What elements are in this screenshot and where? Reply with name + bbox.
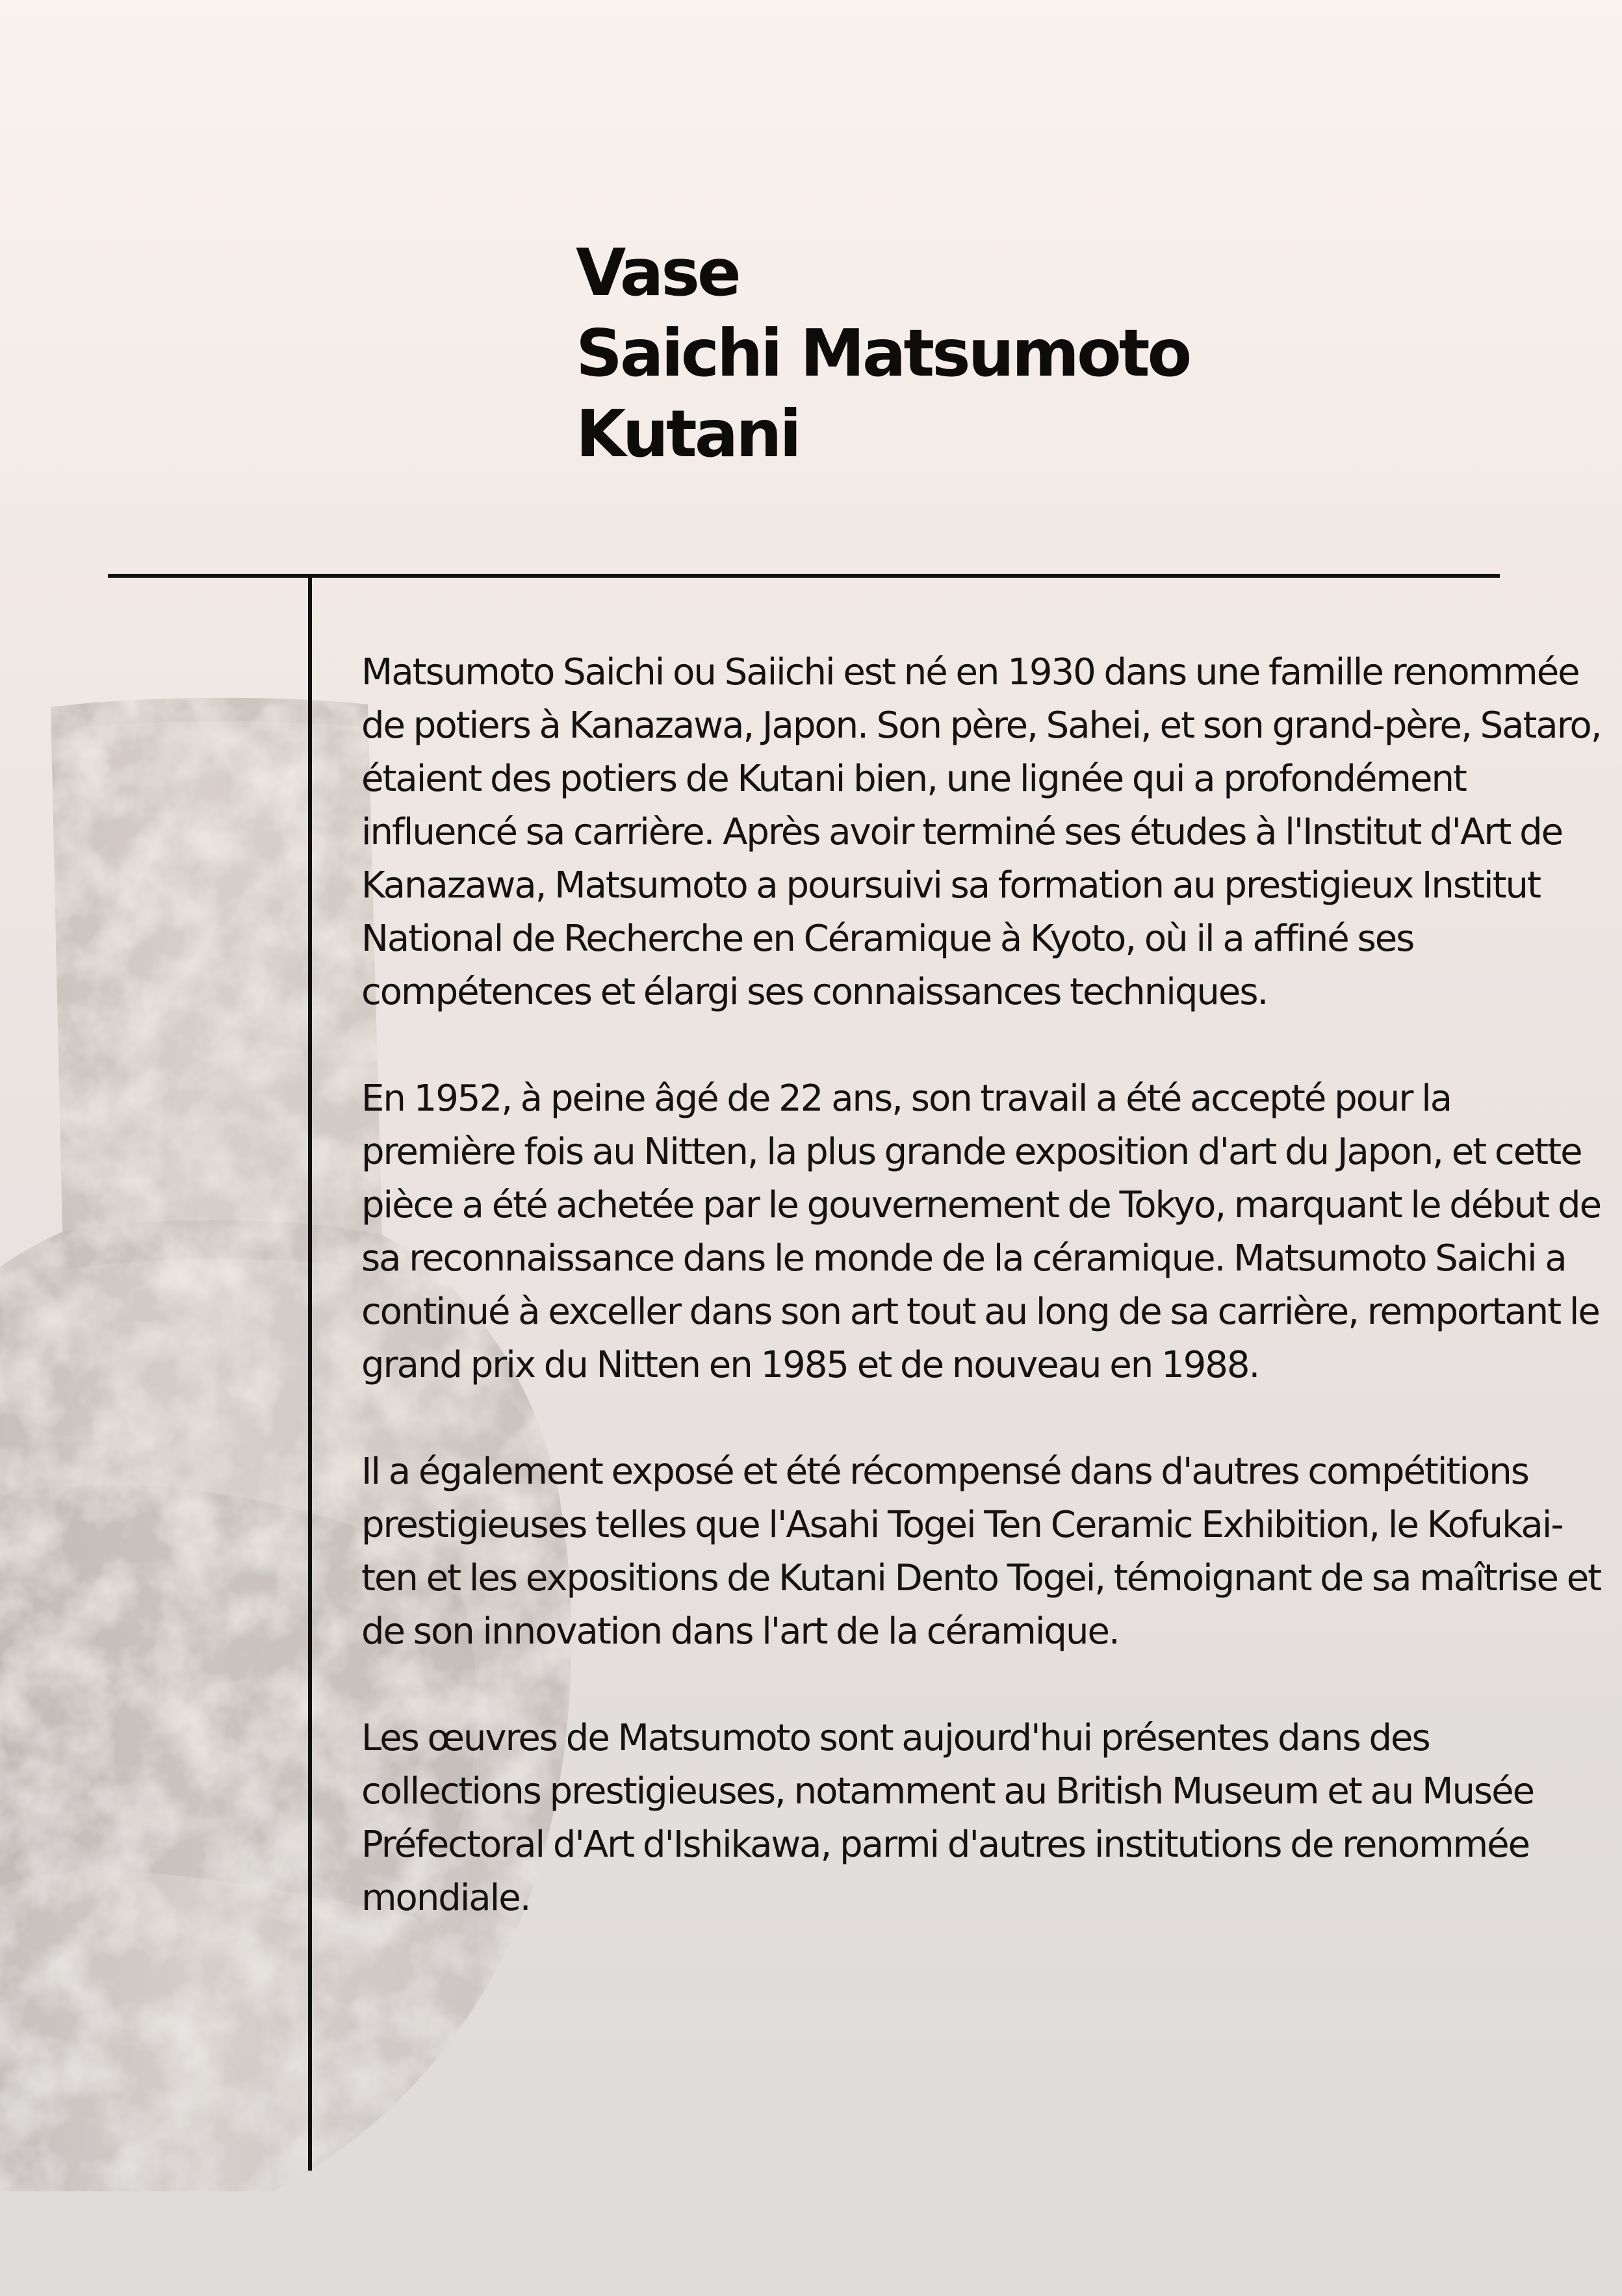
paragraph-nitten: En 1952, à peine âgé de 22 ans, son travail a été accepté pour la première fois au Nitten, la plus grande exposition d'art du Japon, et cette pièce a été achetée par le gouvernement de Tokyo, marquant le début de sa reconnaissance dans le monde de la céramique. Matsumoto Saichi a continué à exceller dans son art tout au long de sa carrière, remportant le grand prix du Nitten en 1985 et de nouveau en 1988. xyxy=(361,1077,1601,1386)
title-artist: Saichi Matsumoto xyxy=(576,315,1190,391)
paragraph-collections: Les œuvres de Matsumoto sont aujourd'hui présentes dans des collections prestigieuses, notamment au British Museum et au Musée Préfectoral d'Art d'Ishikawa, parmi d'autres institutions de renommée mondiale. xyxy=(361,1717,1534,1919)
vertical-divider xyxy=(308,576,312,2171)
paragraph-early-life: Matsumoto Saichi ou Saiichi est né en 1930 dans une famille renommée de potiers à Kanazawa, Japon. Son père, Sahei, et son grand-père, Sataro, étaient des potiers de Kutani bien, une lignée qui a profondément influencé sa carrière. Après avoir terminé ses études à l'Institut d'Art de Kanazawa, Matsumoto a poursuivi sa formation au prestigieux Institut National de Recherche en Céramique à Kyoto, où il a affiné ses compétences et élargi ses connaissances techniques. xyxy=(361,651,1601,1013)
title-block xyxy=(576,233,1356,474)
title-origin: Kutani xyxy=(576,396,799,472)
title-object: Vase xyxy=(576,235,739,311)
paragraph-exhibitions: Il a également exposé et été récompensé dans d'autres compétitions prestigieuses telles que l'Asahi Togei Ten Ceramic Exhibition, le Kofukai-ten et les expositions de Kutani Dento Togei, témoignant de sa maîtrise et de son innovation dans l'art de la céramique. xyxy=(361,1451,1601,1653)
horizontal-divider xyxy=(108,574,1500,578)
biography-text xyxy=(361,646,1606,1925)
